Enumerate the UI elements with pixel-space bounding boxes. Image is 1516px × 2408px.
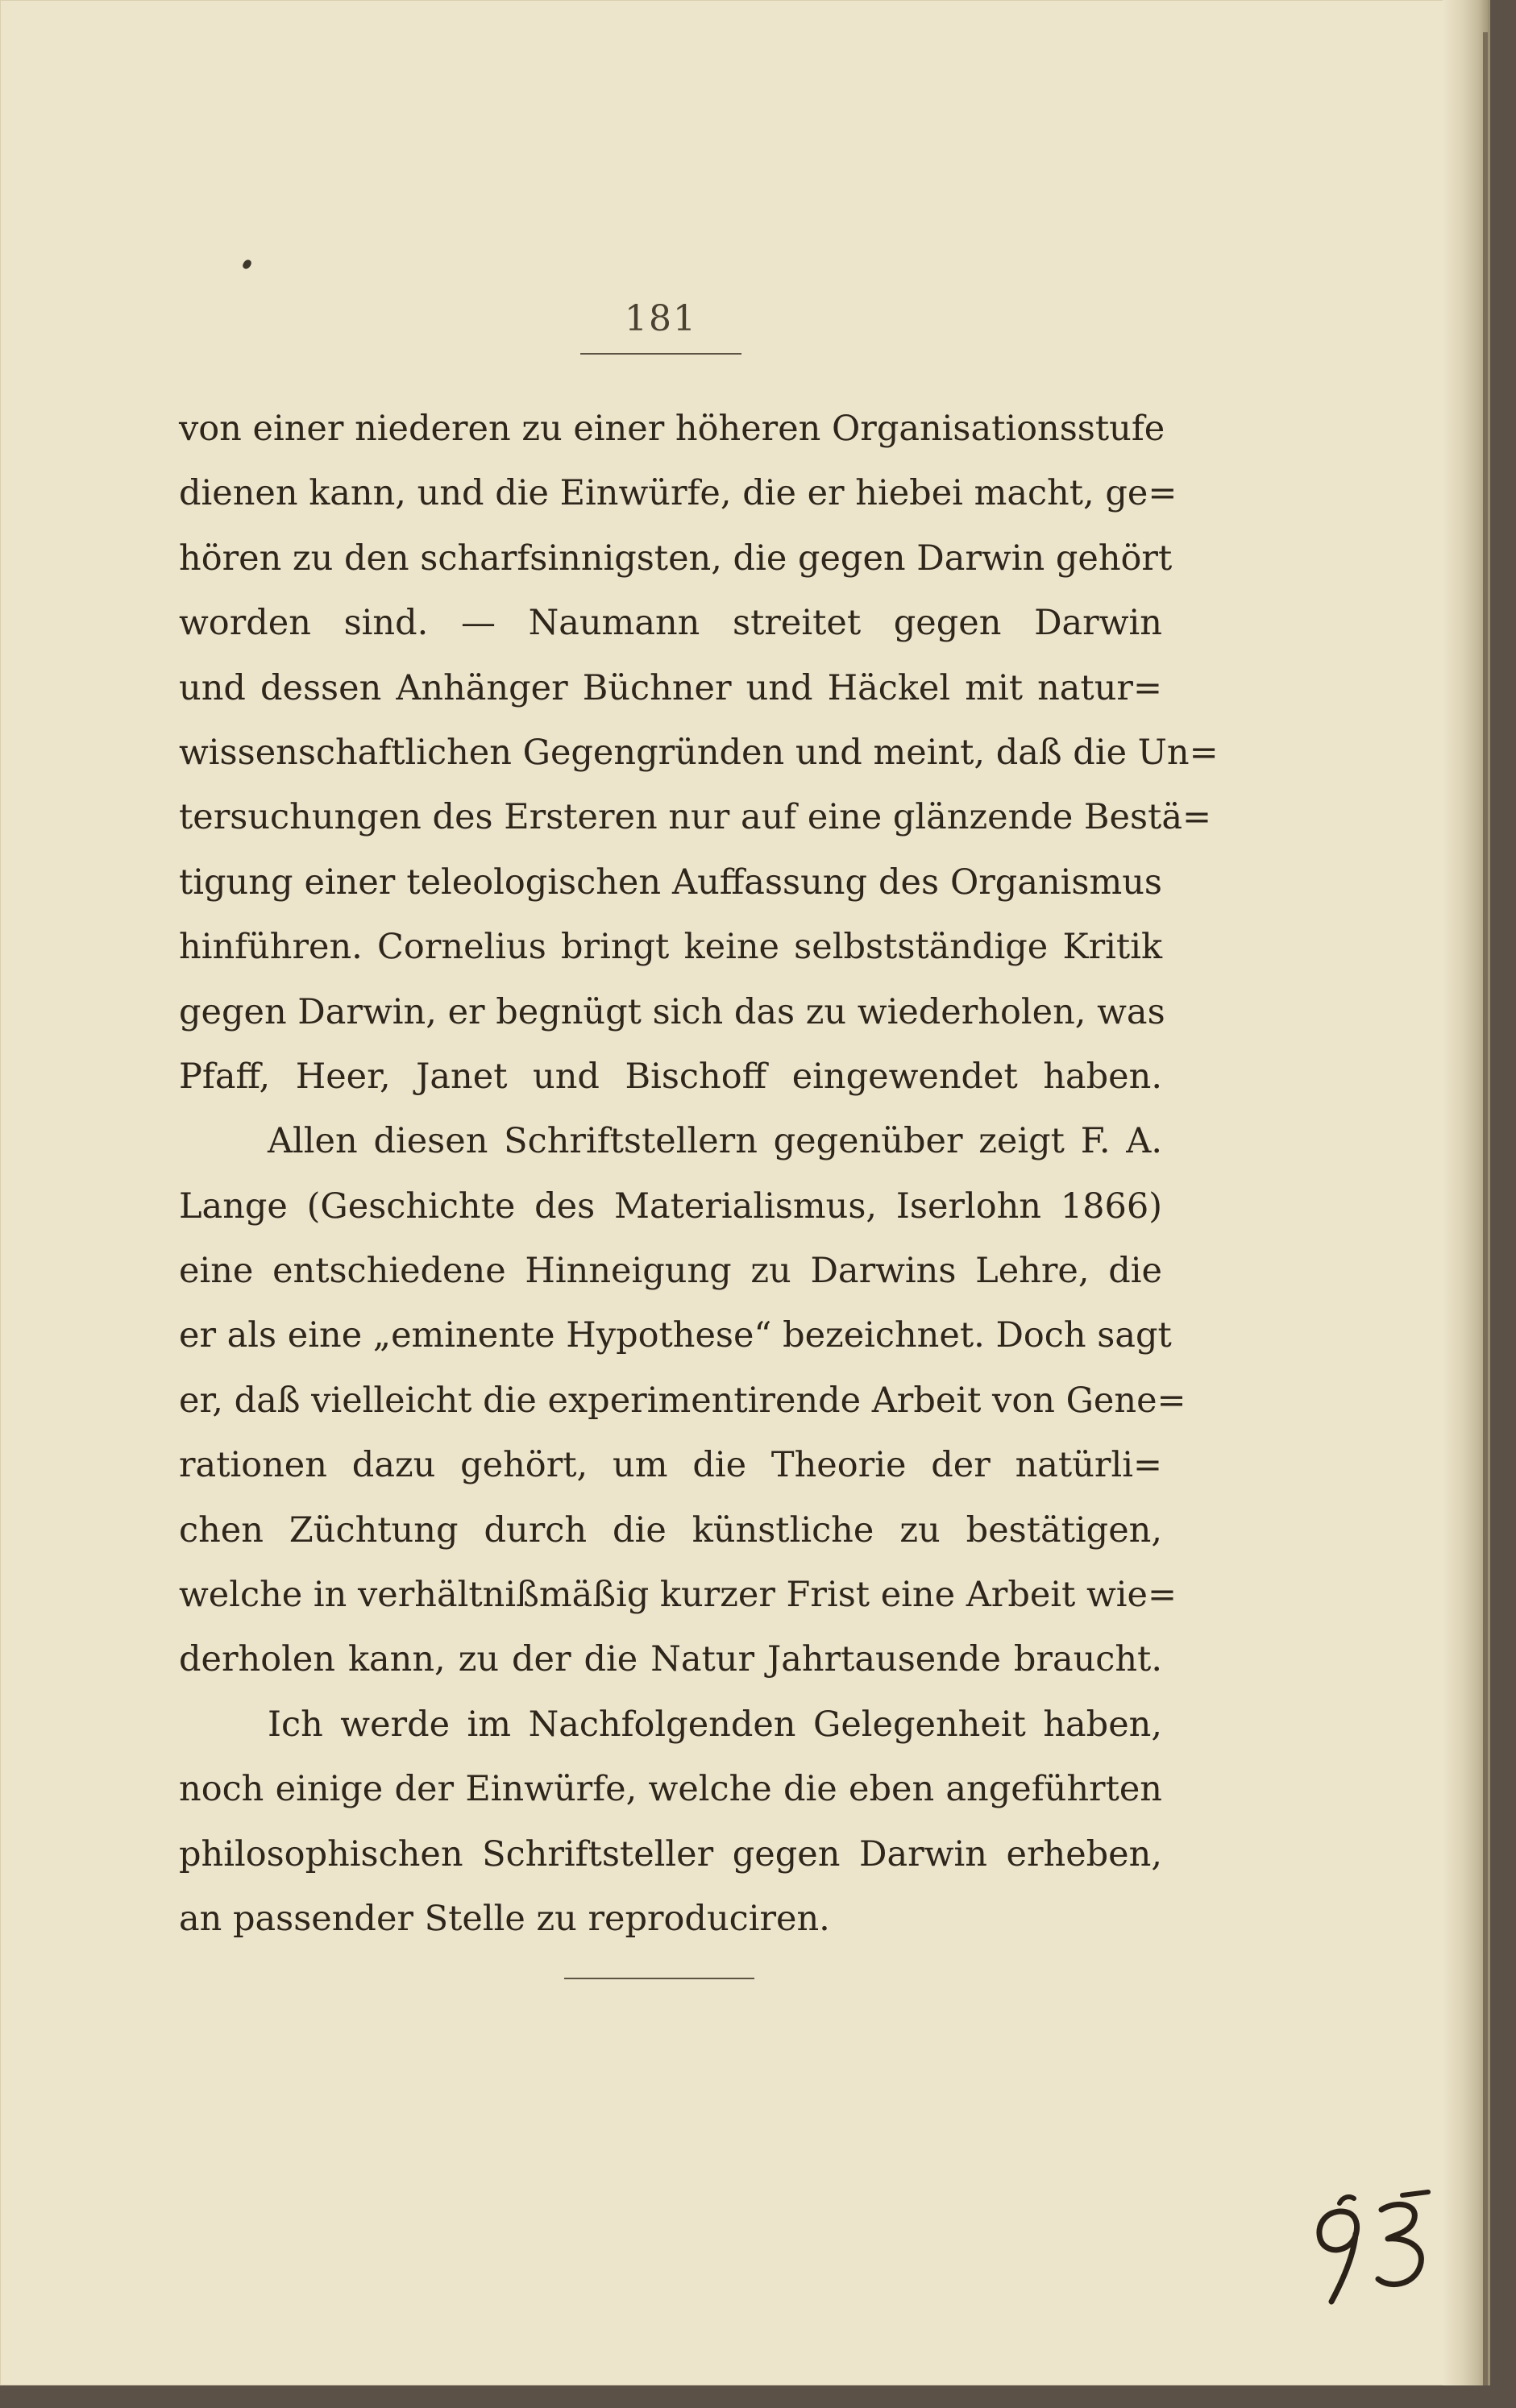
text-line: hören zu den scharfsinnigsten, die gegen Darwin gehört (179, 538, 1173, 579)
page-number-rule (580, 353, 741, 355)
text-line: derholen kann, zu der die Natur Jahrtausende braucht. (179, 1639, 1162, 1680)
body-text (179, 396, 1219, 1951)
text-line: rationen dazu gehört, um die Theorie der natürli= (179, 1445, 1162, 1486)
text-line: hinführen. Cornelius bringt keine selbstständige Kritik (179, 927, 1162, 968)
page-edge-shadow (1443, 0, 1488, 2385)
text-line: tigung einer teleologischen Auffassung des Organismus (179, 861, 1162, 903)
text-line: welche in verhältnißmäßig kurzer Frist eine Arbeit wie= (179, 1575, 1177, 1616)
text-line: chen Züchtung durch die künstliche zu bestätigen, (179, 1509, 1162, 1551)
ink-speck (242, 259, 253, 271)
text-line: an passender Stelle zu reproduciren. (179, 1898, 830, 1939)
text-line: dienen kann, und die Einwürfe, die er hiebei macht, ge= (179, 473, 1177, 514)
text-line: von einer niederen zu einer höheren Organisationsstufe (179, 409, 1165, 449)
handwritten-folio-number (1307, 2189, 1452, 2310)
text-line: worden sind. — Naumann streitet gegen Darwin (179, 603, 1162, 644)
text-line: Allen diesen Schriftstellern gegenüber zeigt F. A. (268, 1121, 1162, 1162)
text-line: eine entschiedene Hinneigung zu Darwins Lehre, die (179, 1251, 1162, 1292)
text-line: Pfaff, Heer, Janet und Bischoff eingewendet haben. (179, 1056, 1162, 1097)
text-line: noch einige der Einwürfe, welche die eben angeführten (179, 1769, 1162, 1810)
text-line: Lange (Geschichte des Materialismus, Iserlohn 1866) (179, 1185, 1162, 1227)
text-line: Ich werde im Nachfolgenden Gelegenheit haben, (268, 1704, 1162, 1745)
text-line: er als eine „eminente Hypothese“ bezeichnet. Doch sagt (179, 1315, 1172, 1356)
end-rule (564, 1978, 754, 1979)
text-line: philosophischen Schriftsteller gegen Darwin erheben, (179, 1833, 1162, 1875)
text-line: tersuchungen des Ersteren nur auf eine glänzende Bestä= (179, 797, 1211, 838)
binding-fold (1483, 32, 1488, 2385)
text-line: und dessen Anhänger Büchner und Häckel mit natur= (179, 667, 1162, 708)
text-line: wissenschaftlichen Gegengründen und meint, daß die Un= (179, 732, 1219, 773)
text-line: er, daß vielleicht die experimentirende Arbeit von Gene= (179, 1380, 1186, 1421)
text-line: gegen Darwin, er begnügt sich das zu wiederholen, was (179, 991, 1165, 1032)
page-number: 181 (625, 298, 697, 339)
